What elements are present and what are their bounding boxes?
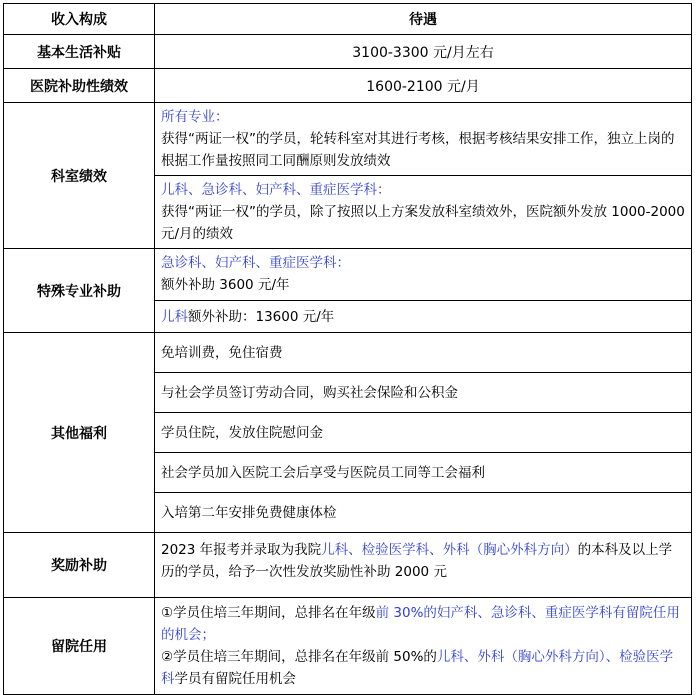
other-welfare-label: 其他福利 — [4, 333, 155, 533]
reward-subsidy-label: 奖励补助 — [4, 533, 155, 598]
retention-text — [155, 598, 691, 694]
dept-block-special-title: 儿科、急诊科、妇产科、重症医学科： — [161, 182, 391, 198]
other-welfare-cell — [155, 333, 692, 533]
basic-allowance-label: 基本生活补贴 — [4, 35, 155, 69]
dept-block-special — [155, 176, 691, 248]
header-treatment: 待遇 — [155, 4, 692, 35]
department-performance-cell — [155, 103, 692, 249]
dept-block-all — [155, 103, 691, 176]
row-special-subsidy — [4, 249, 692, 333]
welfare-item: 与社会学员签订劳动合同，购买社会保险和公积金 — [155, 373, 691, 413]
benefits-table — [3, 3, 692, 695]
row-department-performance — [4, 103, 692, 249]
department-performance-label: 科室绩效 — [4, 103, 155, 249]
special-subsidy-cell — [155, 249, 692, 333]
retention-cell — [155, 598, 692, 695]
row-retention — [4, 598, 692, 695]
welfare-item: 社会学员加入医院工会后享受与医院员工同等工会福利 — [155, 453, 691, 493]
reward-subsidy-cell — [155, 533, 692, 598]
retention-item-2 — [161, 646, 685, 690]
welfare-item: 入培第二年安排免费健康体检 — [161, 504, 337, 521]
reward-post: 的本科及以上学历的学员，给予一次性发放奖励性补助 2000 元 — [161, 542, 673, 580]
retention-item-2-post: 学员有留院任用机会 — [174, 671, 296, 687]
welfare-item: 免培训费，免住宿费 — [155, 333, 691, 373]
hospital-performance-label: 医院补助性绩效 — [4, 69, 155, 103]
reward-pre: 2023 年报考并录取为我院 — [161, 542, 322, 558]
dept-block-all-title: 所有专业： — [161, 109, 229, 125]
retention-item-2-pre: ②学员住培三年期间，总排名在年级前 50%的 — [161, 649, 437, 665]
dept-block-all-text: 获得“两证一权”的学员，轮转科室对其进行考核，根据考核结果安排工作，独立上岗的根据工作量按照同工同酬原则发放绩效 — [161, 131, 675, 169]
header-row — [4, 4, 692, 35]
dept-block-special-text: 获得“两证一权”的学员，除了按照以上方案发放科室绩效外，医院额外发放 1000-2000 元/月的绩效 — [161, 204, 685, 242]
header-income-type: 收入构成 — [4, 4, 155, 35]
special-block-1-title: 急诊科、妇产科、重症医学科： — [161, 255, 350, 271]
hospital-performance-value: 1600-2100 元/月 — [155, 69, 692, 103]
special-block-2-title: 儿科 — [161, 308, 188, 325]
reward-blue: 儿科、检验医学科、外科（胸心外科方向） — [321, 542, 578, 558]
special-block-1 — [155, 249, 691, 301]
special-subsidy-label: 特殊专业补助 — [4, 249, 155, 333]
reward-subsidy-text — [155, 533, 691, 597]
retention-item-2-blue: 儿科、外科（胸心外科方向）、检验医学科 — [161, 649, 674, 687]
basic-allowance-value: 3100-3300 元/月左右 — [155, 35, 692, 69]
retention-item-1-blue: 前 30%的妇产科、急诊科、重症医学科有留院任用的机会； — [161, 605, 680, 643]
row-other-welfare — [4, 333, 692, 533]
welfare-item: 学员住院，发放住院慰问金 — [155, 413, 691, 453]
special-block-1-text: 额外补助 3600 元/年 — [161, 277, 290, 293]
row-reward-subsidy — [4, 533, 692, 598]
retention-item-1 — [161, 602, 685, 646]
retention-label: 留院任用 — [4, 598, 155, 695]
special-block-2-text: 额外补助：13600 元/年 — [188, 308, 335, 325]
row-basic-allowance — [4, 35, 692, 69]
retention-item-1-pre: ①学员住培三年期间，总排名在年级 — [161, 605, 376, 621]
row-hospital-performance — [4, 69, 692, 103]
special-block-2 — [155, 301, 691, 332]
